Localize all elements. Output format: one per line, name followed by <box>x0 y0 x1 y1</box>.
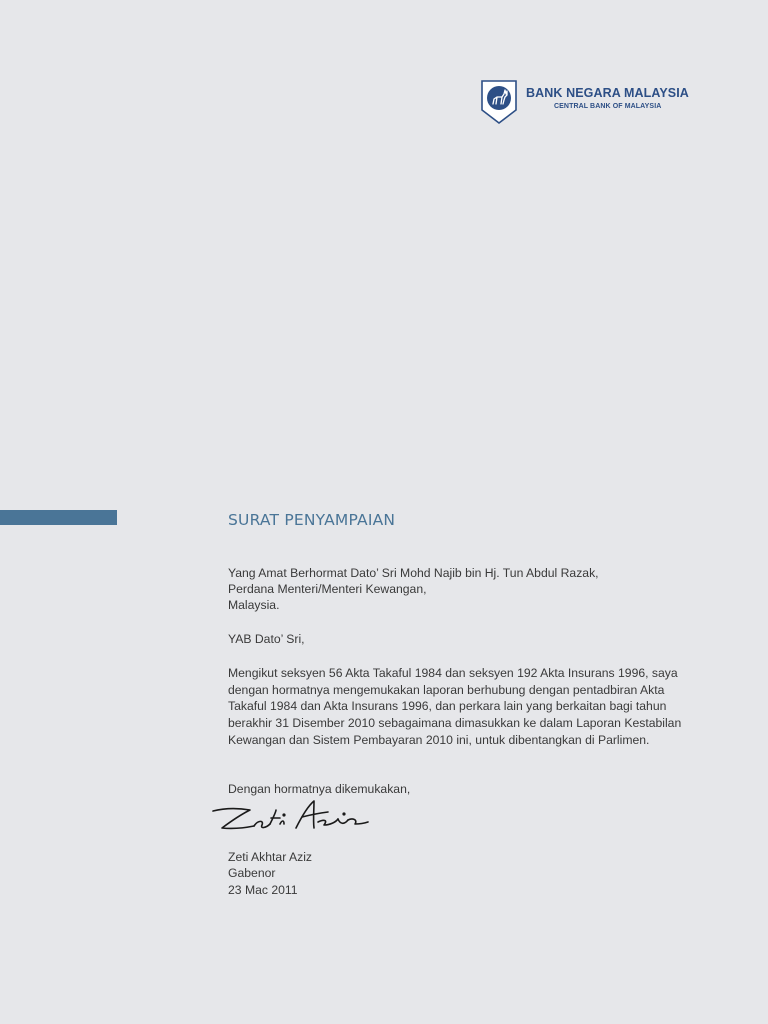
bank-subtitle: CENTRAL BANK OF MALAYSIA <box>554 103 662 110</box>
body-line: Takaful 1984 dan Akta Insurans 1996, dan perkara lain yang berkaitan bagi tahun <box>228 699 667 713</box>
body-line: berakhir 31 Disember 2010 sebagaimana dimasukkan ke dalam Laporan Kestabilan <box>228 716 682 730</box>
bank-name: BANK NEGARA MALAYSIA <box>526 86 689 100</box>
addressee-line: Perdana Menteri/Menteri Kewangan, <box>228 582 427 596</box>
accent-bar <box>0 510 117 525</box>
salutation: YAB Dato’ Sri, <box>228 632 305 646</box>
signatory-name: Zeti Akhtar Aziz <box>228 850 312 864</box>
body-line: Kewangan dan Sistem Pembayaran 2010 ini, untuk dibentangkan di Parlimen. <box>228 733 650 747</box>
bank-logo <box>481 80 701 126</box>
handwritten-signature <box>210 798 370 838</box>
deer-shield-icon <box>481 80 517 124</box>
closing: Dengan hormatnya dikemukakan, <box>228 782 411 796</box>
body-line: dengan hormatnya mengemukakan laporan berhubung dengan pentadbiran Akta <box>228 683 665 697</box>
signatory-title: Gabenor <box>228 866 276 880</box>
addressee-line: Malaysia. <box>228 598 280 612</box>
addressee-line: Yang Amat Berhormat Dato’ Sri Mohd Najib bin Hj. Tun Abdul Razak, <box>228 566 599 580</box>
letter-date: 23 Mac 2011 <box>228 883 298 897</box>
body-line: Mengikut seksyen 56 Akta Takaful 1984 dan seksyen 192 Akta Insurans 1996, saya <box>228 666 678 680</box>
letter-title: SURAT PENYAMPAIAN <box>228 511 396 529</box>
